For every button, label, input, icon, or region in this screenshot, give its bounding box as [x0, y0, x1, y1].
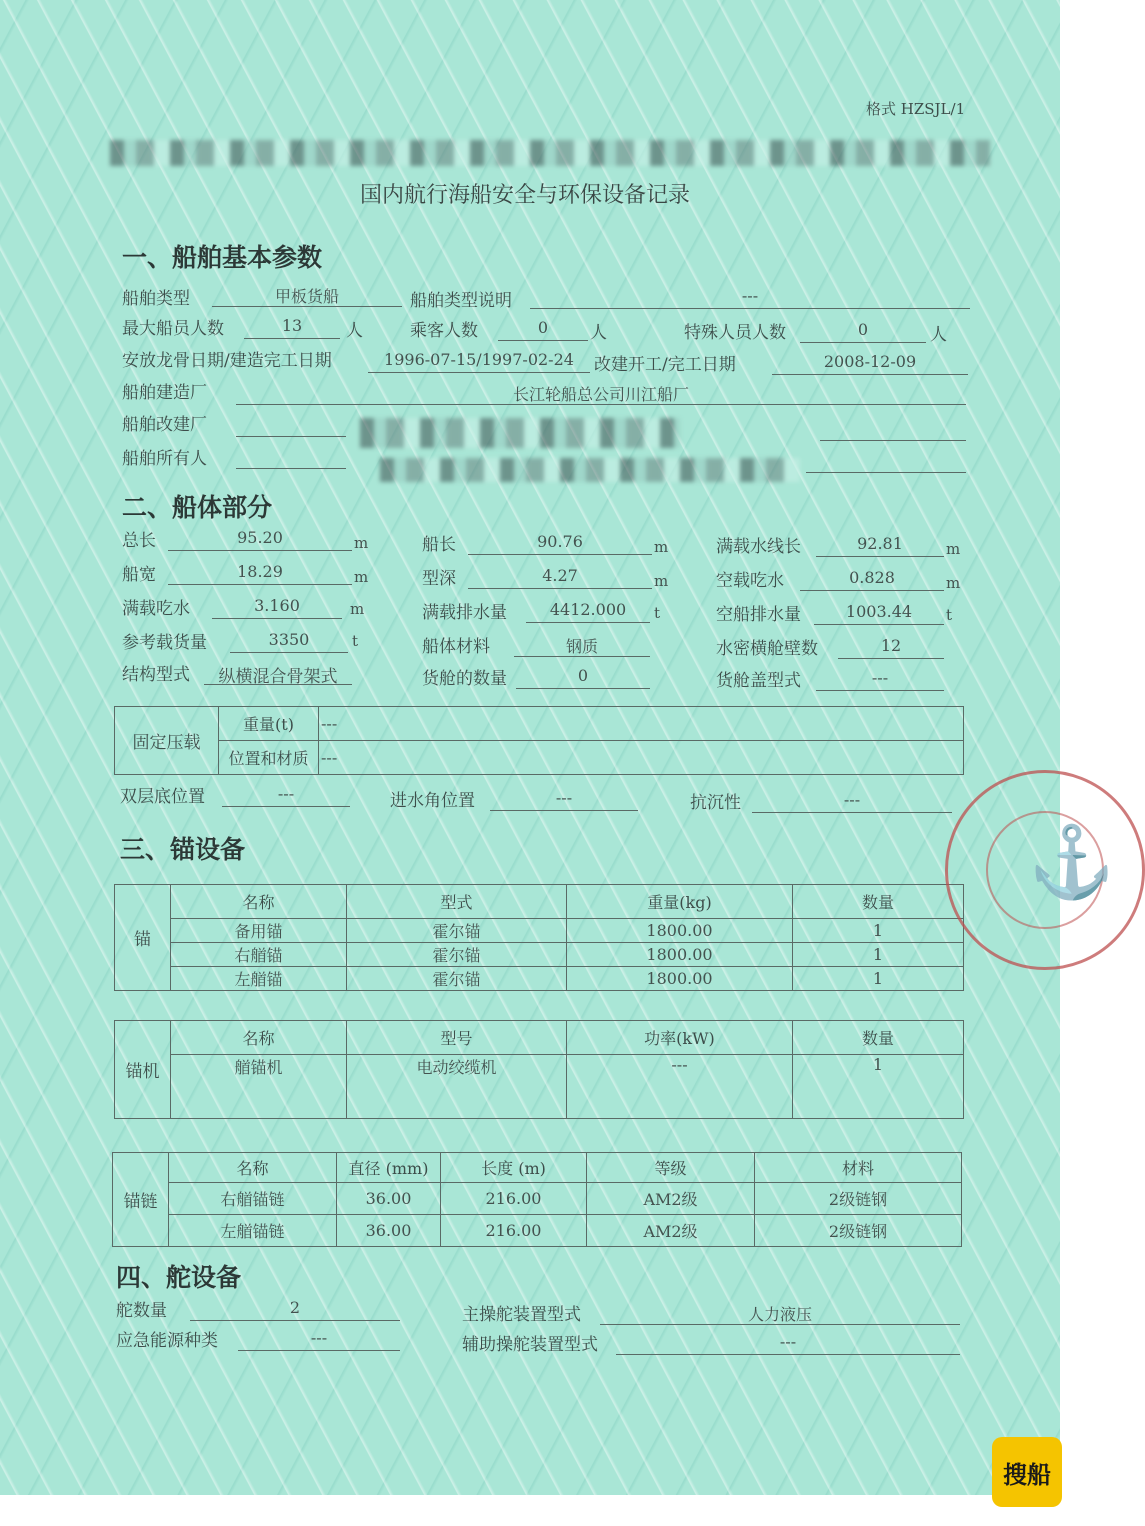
chain-cell: 216.00 [441, 1215, 587, 1247]
ref-load-label: 参考载货量 [122, 633, 207, 653]
chain-cell: 36.00 [337, 1183, 441, 1215]
anchor-header: 重量(kg) [567, 885, 793, 919]
ref-load-unit: t [352, 632, 359, 650]
loa-value: 95.20 [237, 528, 283, 547]
anchor-cell: 备用锚 [171, 919, 347, 943]
ballast-table [114, 706, 964, 775]
anchor-header: 数量 [793, 885, 964, 919]
anchor-header: 型式 [347, 885, 567, 919]
chain-header: 长度 (m) [441, 1153, 587, 1183]
ballast-label: 固定压载 [115, 707, 219, 775]
hull-mat-label: 船体材料 [422, 637, 490, 657]
anchor-side-label: 锚 [115, 885, 171, 991]
passenger-value: 0 [537, 318, 549, 337]
emergency-label: 应急能源种类 [116, 1331, 218, 1351]
depth-unit: m [654, 572, 669, 590]
flood-value: --- [555, 788, 573, 807]
chain-side-label: 锚链 [113, 1153, 169, 1247]
ship-type-label: 船舶类型 [122, 289, 190, 309]
holds-value: 0 [577, 666, 589, 685]
form-code: 格式 HZSJL/1 [866, 100, 966, 118]
beam-value: 18.29 [237, 562, 283, 581]
chain-header: 直径 (mm) [337, 1153, 441, 1183]
anchor-cell: 霍尔锚 [347, 943, 567, 967]
struct-label: 结构型式 [122, 665, 190, 685]
passenger-label: 乘客人数 [410, 321, 478, 341]
chain-cell: AM2级 [587, 1215, 755, 1247]
full-disp-label: 满载排水量 [422, 603, 507, 623]
crew-unit: 人 [346, 321, 363, 341]
chain-cell: 36.00 [337, 1215, 441, 1247]
chain-cell: AM2级 [587, 1183, 755, 1215]
chain-cell: 右艏锚链 [169, 1183, 337, 1215]
emergency-value: --- [310, 1328, 328, 1347]
anchor-cell: 霍尔锚 [347, 919, 567, 943]
anchor-cell: 1 [793, 943, 964, 967]
full-draft-value: 3.160 [254, 596, 300, 615]
chain-header: 材料 [755, 1153, 962, 1183]
bulkhead-label: 水密横舱壁数 [716, 639, 818, 659]
lwl-unit: m [946, 540, 961, 558]
ship-type-desc-label: 船舶类型说明 [410, 291, 512, 311]
windlass-cell: 艏锚机 [171, 1055, 347, 1119]
light-disp-unit: t [946, 606, 953, 624]
lbp-unit: m [654, 538, 669, 556]
redacted-header [110, 140, 990, 166]
flood-label: 进水角位置 [390, 791, 475, 811]
windlass-header: 功率(kW) [567, 1021, 793, 1055]
section1-heading: 一、船舶基本参数 [122, 243, 323, 272]
sink-value: --- [843, 790, 861, 809]
crew-value: 13 [281, 316, 303, 335]
aux-steer-value: --- [779, 1332, 797, 1351]
chain-cell: 216.00 [441, 1183, 587, 1215]
anchor-header: 名称 [171, 885, 347, 919]
depth-value: 4.27 [542, 566, 578, 585]
refitter-label: 船舶改建厂 [122, 415, 207, 435]
crew-label: 最大船员人数 [122, 319, 224, 339]
sochuan-watermark-button[interactable]: 搜船 [992, 1437, 1062, 1507]
section4-heading: 四、舵设备 [116, 1263, 242, 1292]
anchor-cell: 霍尔锚 [347, 967, 567, 991]
windlass-table [114, 1020, 964, 1119]
hatch-label: 货舱盖型式 [716, 671, 801, 691]
lbp-value: 90.76 [537, 532, 583, 551]
struct-value: 纵横混合骨架式 [218, 667, 338, 687]
loa-label: 总长 [122, 531, 156, 551]
keel-label: 安放龙骨日期/建造完工日期 [122, 351, 332, 371]
refit-label: 改建开工/完工日期 [594, 355, 736, 375]
windlass-cell: 电动绞缆机 [347, 1055, 567, 1119]
special-unit: 人 [930, 325, 947, 345]
full-draft-label: 满载吃水 [122, 599, 190, 619]
windlass-cell: --- [567, 1055, 793, 1119]
hatch-value: --- [871, 668, 889, 687]
beam-unit: m [354, 568, 369, 586]
light-draft-unit: m [946, 574, 961, 592]
official-seal [945, 770, 1145, 970]
main-steer-label: 主操舵装置型式 [462, 1305, 581, 1325]
light-disp-label: 空船排水量 [716, 605, 801, 625]
hull-mat-value: 钢质 [565, 637, 598, 656]
lwl-label: 满载水线长 [716, 537, 801, 557]
chain-header: 名称 [169, 1153, 337, 1183]
passenger-unit: 人 [590, 323, 607, 343]
loa-unit: m [354, 534, 369, 552]
full-disp-value: 4412.000 [549, 600, 627, 619]
rudder-count-value: 2 [289, 1298, 301, 1317]
ballast-weight-value: --- [319, 707, 964, 741]
windlass-header: 数量 [793, 1021, 964, 1055]
special-value: 0 [857, 320, 869, 339]
chain-header: 等级 [587, 1153, 755, 1183]
light-draft-value: 0.828 [849, 568, 895, 587]
depth-label: 型深 [422, 569, 456, 589]
redacted-owner [380, 458, 800, 482]
windlass-side-label: 锚机 [115, 1021, 171, 1119]
rudder-count-label: 舵数量 [116, 1301, 167, 1321]
sink-label: 抗沉性 [690, 793, 741, 813]
anchor-cell: 1 [793, 967, 964, 991]
light-disp-value: 1003.44 [845, 602, 913, 621]
ship-type-value: 甲板货船 [274, 287, 339, 306]
ballast-pos-value: --- [319, 741, 964, 775]
keel-value: 1996-07-15/1997-02-24 [384, 350, 574, 369]
chain-table [112, 1152, 962, 1247]
anchor-cell: 右艏锚 [171, 943, 347, 967]
lwl-value: 92.81 [857, 534, 903, 553]
ballast-pos-label: 位置和材质 [219, 741, 319, 775]
ref-load-value: 3350 [268, 630, 310, 649]
anchor-cell: 1800.00 [567, 943, 793, 967]
anchor-table [114, 884, 964, 991]
anchor-icon: ⚓ [1028, 821, 1116, 903]
lbp-label: 船长 [422, 535, 456, 555]
light-draft-label: 空载吃水 [716, 571, 784, 591]
builder-value: 长江轮船总公司川江船厂 [512, 385, 689, 404]
builder-label: 船舶建造厂 [122, 383, 207, 403]
full-draft-unit: m [350, 600, 365, 618]
refit-value: 2008-12-09 [823, 352, 917, 371]
double-bottom-value: --- [277, 784, 295, 803]
ship-type-desc-value: --- [741, 286, 759, 305]
anchor-cell: 1800.00 [567, 967, 793, 991]
redacted-refitter [360, 418, 680, 448]
double-bottom-label: 双层底位置 [120, 787, 205, 807]
aux-steer-label: 辅助操舵装置型式 [462, 1335, 598, 1355]
bulkhead-value: 12 [880, 636, 902, 655]
anchor-cell: 1 [793, 919, 964, 943]
beam-label: 船宽 [122, 565, 156, 585]
chain-cell: 2级链钢 [755, 1215, 962, 1247]
chain-cell: 左艏锚链 [169, 1215, 337, 1247]
owner-label: 船舶所有人 [122, 449, 207, 469]
special-label: 特殊人员人数 [684, 323, 786, 343]
anchor-cell: 左艏锚 [171, 967, 347, 991]
full-disp-unit: t [654, 604, 661, 622]
windlass-cell: 1 [793, 1055, 964, 1119]
doc-title: 国内航行海船安全与环保设备记录 [360, 183, 691, 208]
main-steer-value: 人力液压 [747, 1305, 812, 1324]
chain-cell: 2级链钢 [755, 1183, 962, 1215]
section3-heading: 三、锚设备 [120, 835, 246, 864]
anchor-cell: 1800.00 [567, 919, 793, 943]
ballast-weight-label: 重量(t) [219, 707, 319, 741]
holds-label: 货舱的数量 [422, 669, 507, 689]
section2-heading: 二、船体部分 [122, 493, 273, 522]
windlass-header: 型号 [347, 1021, 567, 1055]
windlass-header: 名称 [171, 1021, 347, 1055]
